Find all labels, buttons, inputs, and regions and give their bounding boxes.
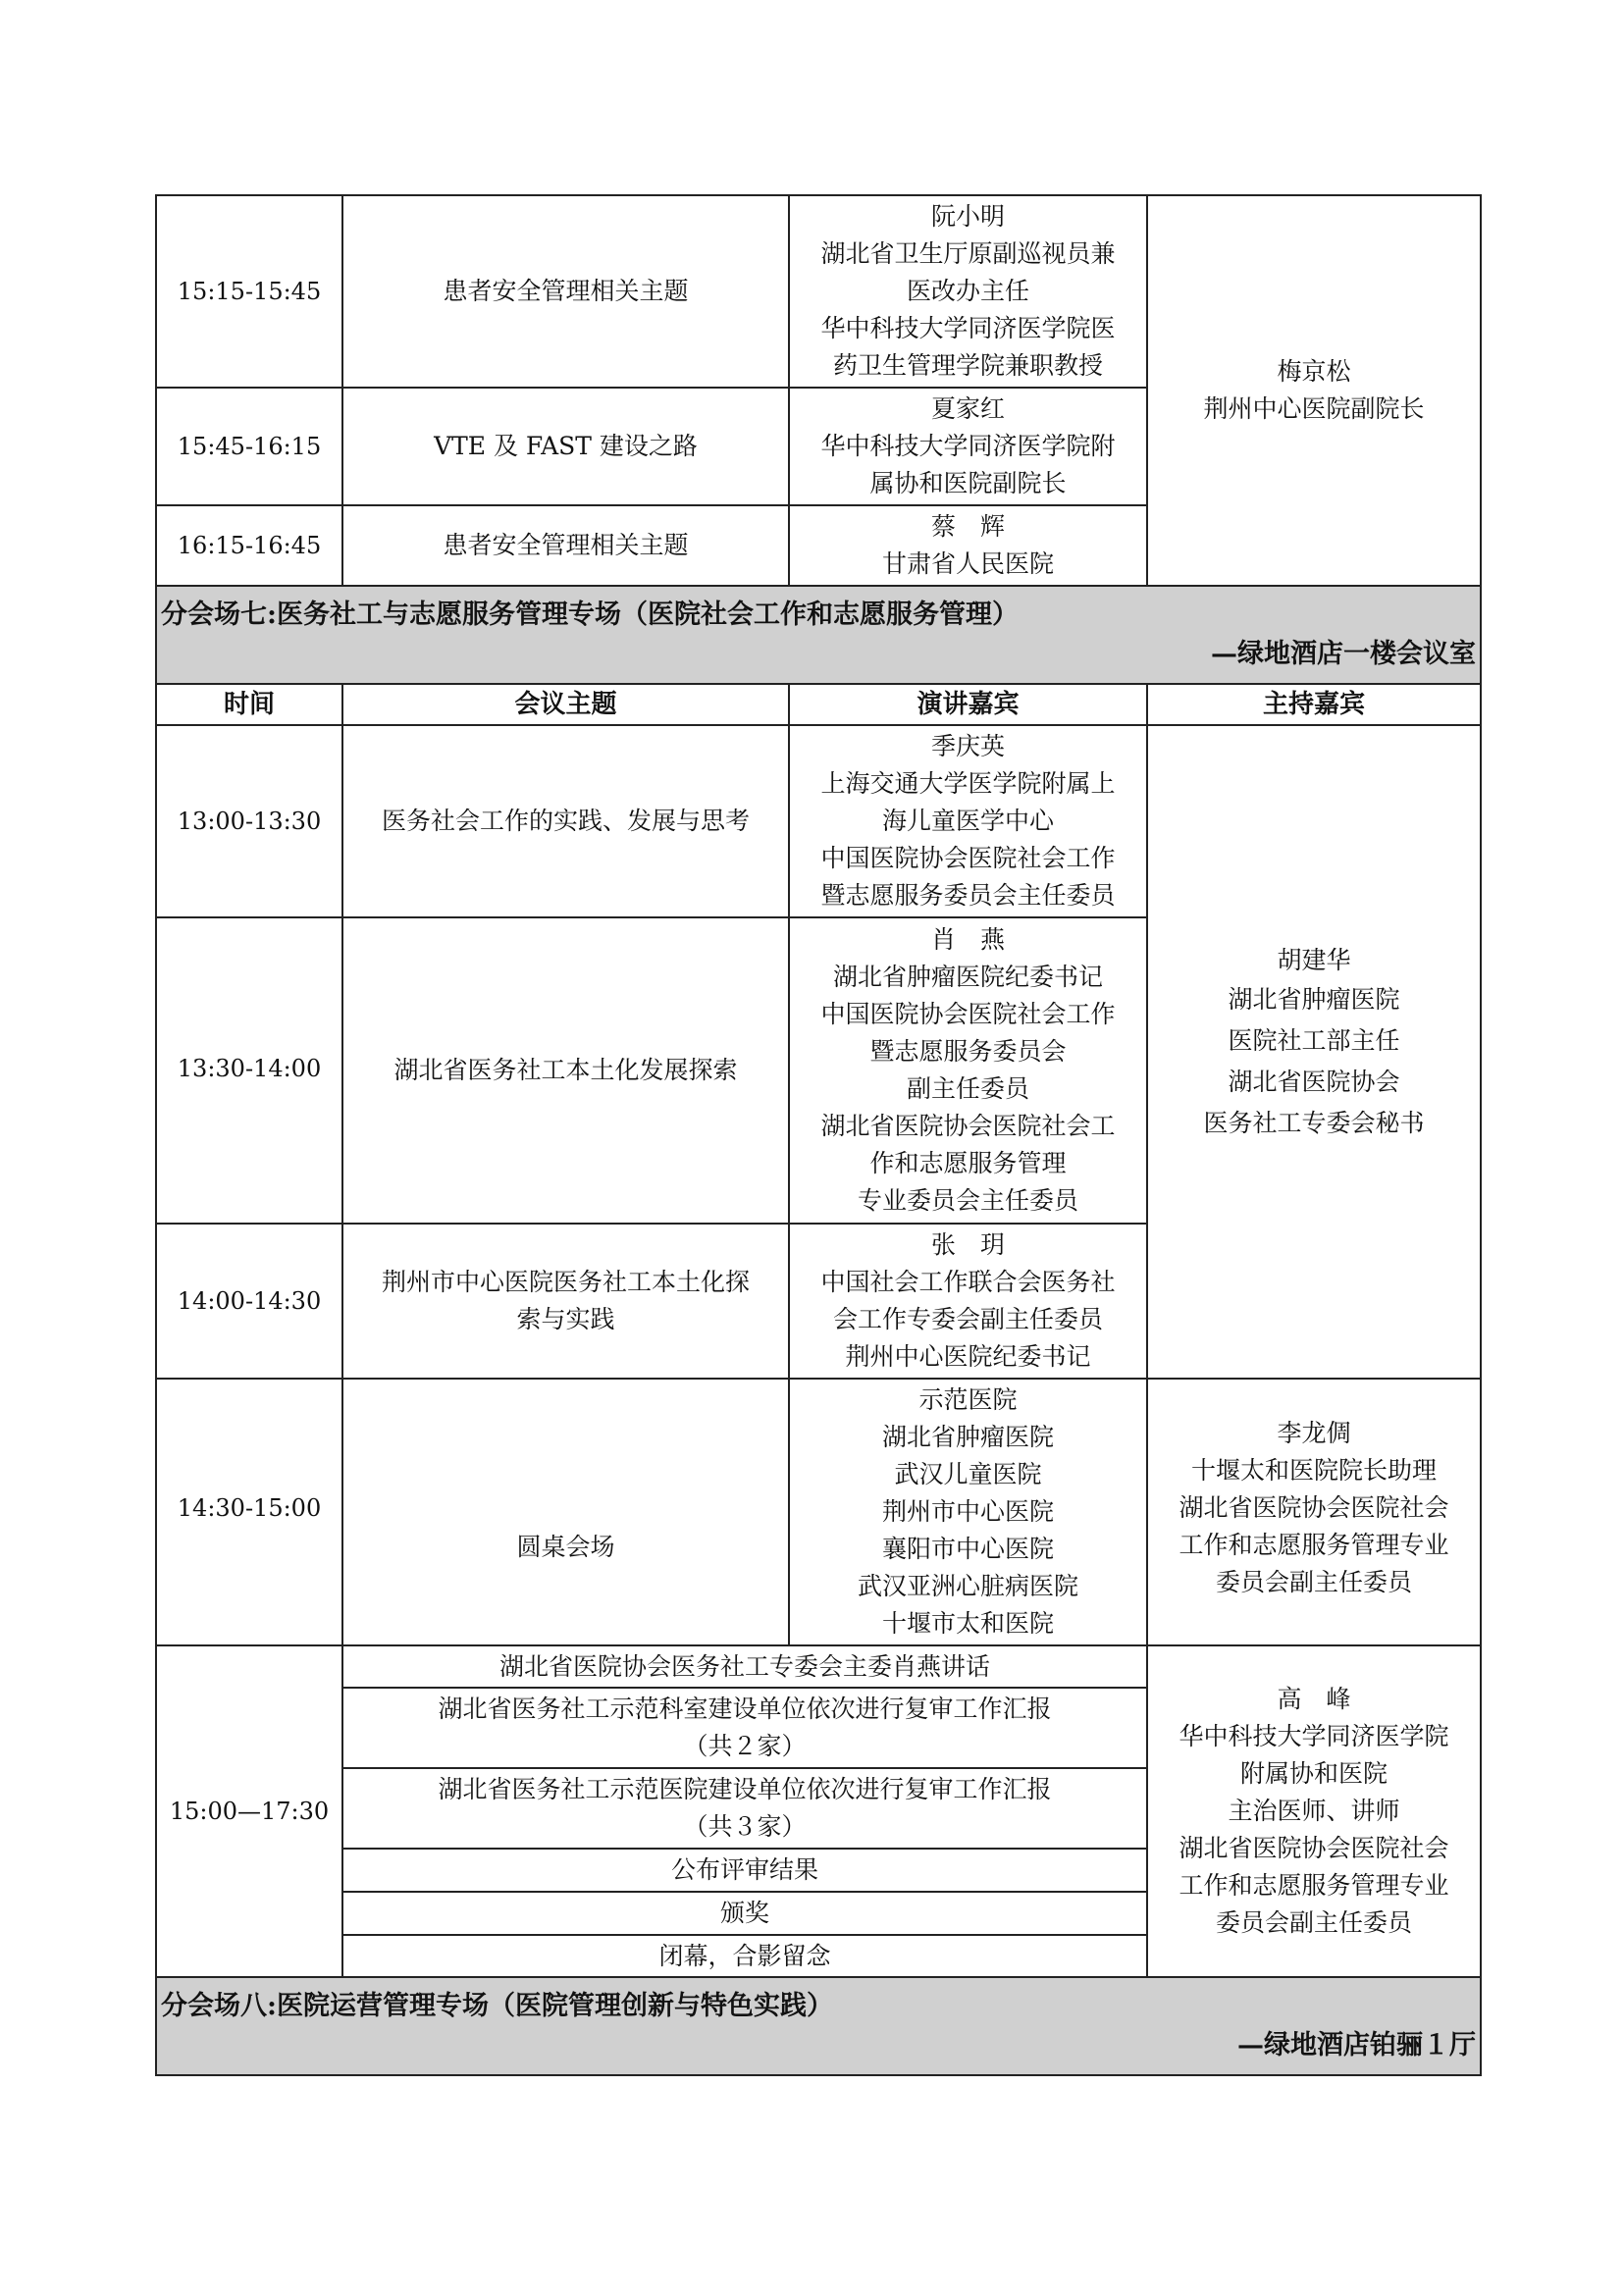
- list-item: 湖北省医院协会医务社工专委会主委肖燕讲话: [343, 1646, 1146, 1688]
- speaker-cell: 示范医院 湖北省肿瘤医院 武汉儿童医院 荆州市中心医院 襄阳市中心医院 武汉亚洲心脏病医院 十堰市太和医院: [789, 1379, 1147, 1645]
- host-cell: 胡建华 湖北省肿瘤医院 医院社工部主任 湖北省医院协会 医务社工专委会秘书: [1147, 725, 1481, 1379]
- speaker-cell: 夏家红 华中科技大学同济医学院附 属协和医院副院长: [789, 388, 1147, 505]
- time-cell: 15:15-15:45: [156, 195, 342, 388]
- section-location: —绿地酒店一楼会议室: [1211, 639, 1476, 669]
- time-cell: 16:15-16:45: [156, 505, 342, 586]
- host-cell: 李龙倜 十堰太和医院院长助理 湖北省医院协会医院社会 工作和志愿服务管理专业 委员会副主任委员: [1147, 1379, 1481, 1645]
- speaker-cell: 季庆英 上海交通大学医学院附属上 海儿童医学中心 中国医院协会医院社会工作 暨志愿服务委员会主任委员: [789, 725, 1147, 917]
- list-item: 湖北省医务社工示范医院建设单位依次进行复审工作汇报 （共３家）: [343, 1768, 1146, 1849]
- section-title: 分会场八:医院运营管理专场（医院管理创新与特色实践）: [161, 1991, 833, 2021]
- time-cell: 13:00-13:30: [156, 725, 342, 917]
- table-row: [156, 1645, 1481, 1977]
- time-cell: 15:00—17:30: [156, 1645, 342, 1977]
- list-item: 公布评审结果: [343, 1849, 1146, 1892]
- closing-list: [343, 1646, 1146, 1976]
- section-band: [156, 1977, 1481, 2075]
- time-cell: 15:45-16:15: [156, 388, 342, 505]
- topic-cell: VTE 及 FAST 建设之路: [342, 388, 789, 505]
- topic-cell: 患者安全管理相关主题: [342, 505, 789, 586]
- host-cell: 高 峰 华中科技大学同济医学院 附属协和医院 主治医师、讲师 湖北省医院协会医院社会 工作和志愿服务管理专业 委员会副主任委员: [1147, 1645, 1481, 1977]
- header-topic: 会议主题: [342, 684, 789, 725]
- topic-cell: 圆桌会场: [342, 1379, 789, 1645]
- agenda-page: [155, 194, 1480, 2076]
- section-title: 分会场七:医务社工与志愿服务管理专场（医院社会工作和志愿服务管理）: [161, 600, 1019, 630]
- topic-cell: 患者安全管理相关主题: [342, 195, 789, 388]
- list-item: 湖北省医务社工示范科室建设单位依次进行复审工作汇报 （共２家）: [343, 1688, 1146, 1768]
- topic-cell: 荆州市中心医院医务社工本土化探 索与实践: [342, 1224, 789, 1379]
- table-row: [156, 725, 1481, 917]
- host-cell: 梅京松 荆州中心医院副院长: [1147, 195, 1481, 586]
- header-time: 时间: [156, 684, 342, 725]
- section-location: —绿地酒店铂骊１厅: [1237, 2030, 1476, 2060]
- closing-items: [342, 1645, 1147, 1977]
- speaker-cell: 肖 燕 湖北省肿瘤医院纪委书记 中国医院协会医院社会工作 暨志愿服务委员会 副主任委员 湖北省医院协会医院社会工 作和志愿服务管理 专业委员会主任委员: [789, 917, 1147, 1224]
- table-row: [156, 195, 1481, 388]
- time-cell: 13:30-14:00: [156, 917, 342, 1224]
- time-cell: 14:00-14:30: [156, 1224, 342, 1379]
- agenda-table: [155, 194, 1482, 2076]
- list-item: 闭幕，合影留念: [658, 1941, 831, 1970]
- header-speaker: 演讲嘉宾: [789, 684, 1147, 725]
- header-host: 主持嘉宾: [1147, 684, 1481, 725]
- speaker-cell: 阮小明 湖北省卫生厅原副巡视员兼 医改办主任 华中科技大学同济医学院医 药卫生管理学院兼职教授: [789, 195, 1147, 388]
- topic-cell: 医务社会工作的实践、发展与思考: [342, 725, 789, 917]
- list-item: 颁奖: [343, 1892, 1146, 1935]
- time-cell: 14:30-15:00: [156, 1379, 342, 1645]
- section-band: [156, 586, 1481, 684]
- topic-cell: 湖北省医务社工本土化发展探索: [342, 917, 789, 1224]
- header-row: [156, 684, 1481, 725]
- table-row: [156, 1379, 1481, 1645]
- speaker-cell: 张 玥 中国社会工作联合会医务社 会工作专委会副主任委员 荆州中心医院纪委书记: [789, 1224, 1147, 1379]
- speaker-cell: 蔡 辉 甘肃省人民医院: [789, 505, 1147, 586]
